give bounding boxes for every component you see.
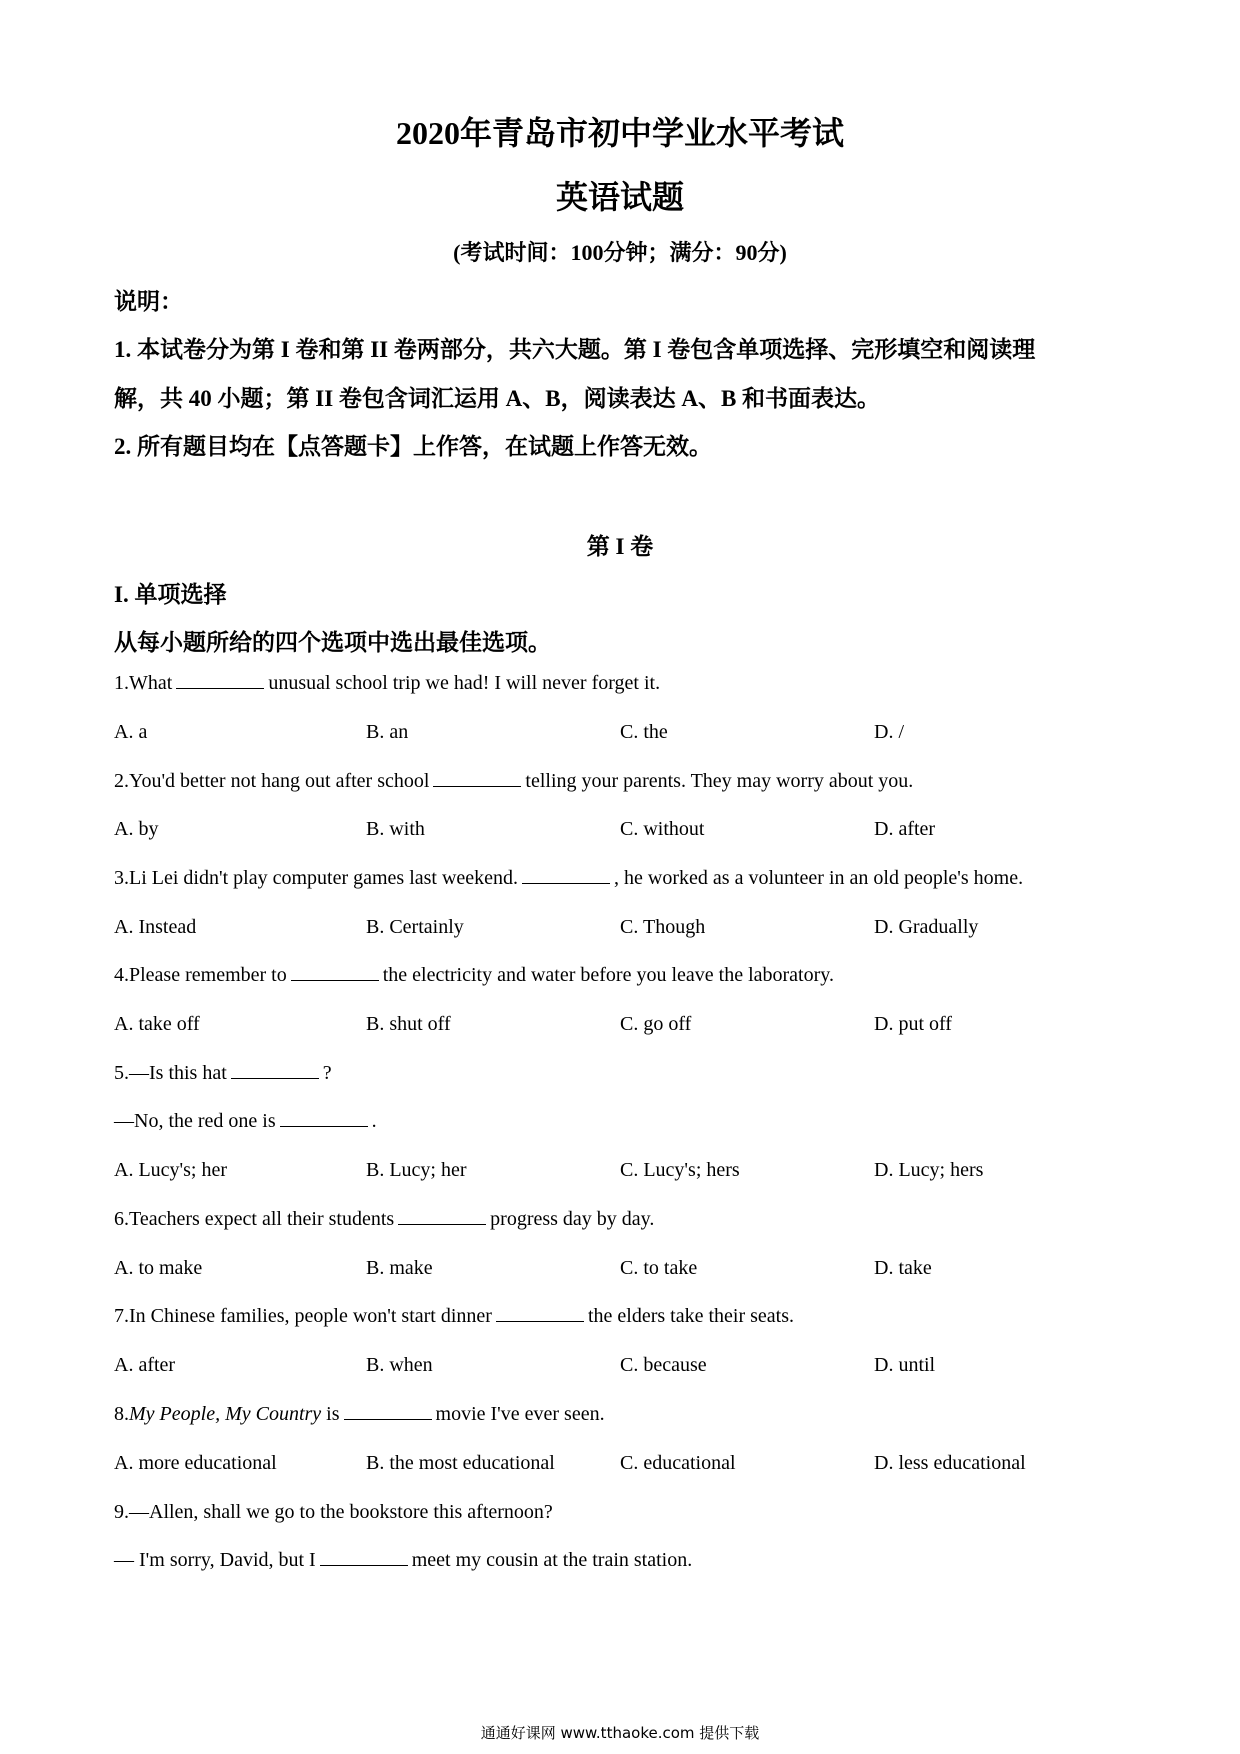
option-c: C. Lucy's; hers	[620, 1159, 740, 1181]
option-a: A. a	[114, 721, 148, 743]
question-text: .	[371, 1110, 377, 1132]
options-6	[114, 1257, 1114, 1285]
question-text: 5.—Is this hat	[114, 1062, 227, 1084]
option-b: B. make	[366, 1257, 433, 1279]
option-b: B. Lucy; her	[366, 1159, 467, 1181]
question-text: meet my cousin at the train station.	[411, 1549, 693, 1571]
question-2	[114, 770, 913, 793]
question-5-reply	[114, 1110, 377, 1133]
option-c: C. go off	[620, 1013, 692, 1035]
option-c: C. Though	[620, 916, 706, 938]
question-text: , he worked as a volunteer in an old people's home.	[614, 867, 1024, 889]
question-text: movie I've ever seen.	[435, 1403, 605, 1425]
option-c: C. to take	[620, 1257, 698, 1279]
question-6	[114, 1208, 654, 1231]
question-text: 9.—Allen, shall we go to the bookstore this afternoon?	[114, 1501, 553, 1523]
option-a: A. take off	[114, 1013, 200, 1035]
question-number: 8.	[114, 1403, 129, 1425]
volume-heading: 第 I 卷	[586, 534, 654, 559]
question-1	[114, 672, 660, 695]
option-c: C. educational	[620, 1452, 736, 1474]
option-a: A. to make	[114, 1257, 203, 1279]
option-d: D. take	[874, 1257, 932, 1279]
question-text: the electricity and water before you leave the laboratory.	[382, 964, 834, 986]
options-1	[114, 721, 1114, 749]
exam-info: (考试时间：100分钟；满分：90分)	[453, 240, 787, 265]
options-8	[114, 1452, 1114, 1480]
question-3	[114, 867, 1023, 890]
question-text: 3.Li Lei didn't play computer games last weekend.	[114, 867, 519, 889]
exam-subject: 英语试题	[555, 179, 684, 215]
options-4	[114, 1013, 1114, 1041]
option-b: B. when	[366, 1354, 433, 1376]
option-d: D. /	[874, 721, 904, 743]
answer-blank	[398, 1223, 486, 1225]
notes-line-2: 解，共 40 小题；第 II 卷包含词汇运用 A、B，阅读表达 A、B 和书面表达。	[114, 386, 881, 411]
option-d: D. until	[874, 1354, 936, 1376]
option-a: A. Instead	[114, 916, 197, 938]
option-d: D. less educational	[874, 1452, 1026, 1474]
answer-blank	[280, 1125, 368, 1127]
notes-heading: 说明：	[114, 289, 183, 314]
option-b: B. an	[366, 721, 409, 743]
notes-line-1: 1. 本试卷分为第 I 卷和第 II 卷两部分，共六大题。第 I 卷包含单项选择、完形填空和阅读理	[114, 337, 1036, 362]
question-text: —No, the red one is	[114, 1110, 276, 1132]
option-b: B. shut off	[366, 1013, 451, 1035]
question-text: 4.Please remember to	[114, 964, 287, 986]
answer-blank	[522, 882, 610, 884]
question-text: 6.Teachers expect all their students	[114, 1208, 395, 1230]
answer-blank	[291, 979, 379, 981]
options-2	[114, 818, 1114, 846]
page-footer: 通通好课网 www.tthaoke.com 提供下载	[480, 1724, 760, 1742]
answer-blank	[231, 1077, 319, 1079]
question-text: 2.You'd better not hang out after school	[114, 770, 430, 792]
option-a: A. more educational	[114, 1452, 277, 1474]
option-c: C. because	[620, 1354, 707, 1376]
question-text: is	[326, 1403, 340, 1425]
option-a: A. after	[114, 1354, 176, 1376]
option-d: D. Lucy; hers	[874, 1159, 984, 1181]
option-c: C. the	[620, 721, 668, 743]
option-a: A. by	[114, 818, 159, 840]
question-text: the elders take their seats.	[587, 1305, 794, 1327]
question-text: progress day by day.	[490, 1208, 655, 1230]
options-3	[114, 916, 1114, 944]
question-text: 7.In Chinese families, people won't start dinner	[114, 1305, 492, 1327]
option-d: D. put off	[874, 1013, 952, 1035]
notes-line-3: 2. 所有题目均在【点答题卡】上作答，在试题上作答无效。	[114, 434, 712, 459]
question-8	[114, 1403, 605, 1426]
option-a: A. Lucy's; her	[114, 1159, 228, 1181]
answer-blank	[496, 1320, 584, 1322]
option-b: B. Certainly	[366, 916, 464, 938]
question-9	[114, 1501, 553, 1524]
question-text: telling your parents. They may worry about you.	[525, 770, 914, 792]
part-instruction: 从每小题所给的四个选项中选出最佳选项。	[114, 630, 551, 655]
option-b: B. with	[366, 818, 425, 840]
question-text: 1.What	[114, 672, 173, 694]
part-heading: I. 单项选择	[114, 582, 227, 607]
options-5	[114, 1159, 1114, 1187]
question-text: unusual school trip we had! I will never forget it.	[268, 672, 661, 694]
movie-title: My People, My Country	[129, 1403, 322, 1425]
option-c: C. without	[620, 818, 705, 840]
answer-blank	[344, 1418, 432, 1420]
question-4	[114, 964, 834, 987]
options-7	[114, 1354, 1114, 1382]
option-d: D. after	[874, 818, 936, 840]
option-d: D. Gradually	[874, 916, 979, 938]
exam-title: 2020年青岛市初中学业水平考试	[395, 115, 844, 151]
answer-blank	[433, 785, 521, 787]
question-text: ?	[322, 1062, 332, 1084]
question-7	[114, 1305, 794, 1328]
question-text: — I'm sorry, David, but I	[114, 1549, 316, 1571]
question-5	[114, 1062, 332, 1085]
answer-blank	[320, 1564, 408, 1566]
question-9-reply	[114, 1549, 692, 1572]
answer-blank	[176, 687, 264, 689]
option-b: B. the most educational	[366, 1452, 555, 1474]
